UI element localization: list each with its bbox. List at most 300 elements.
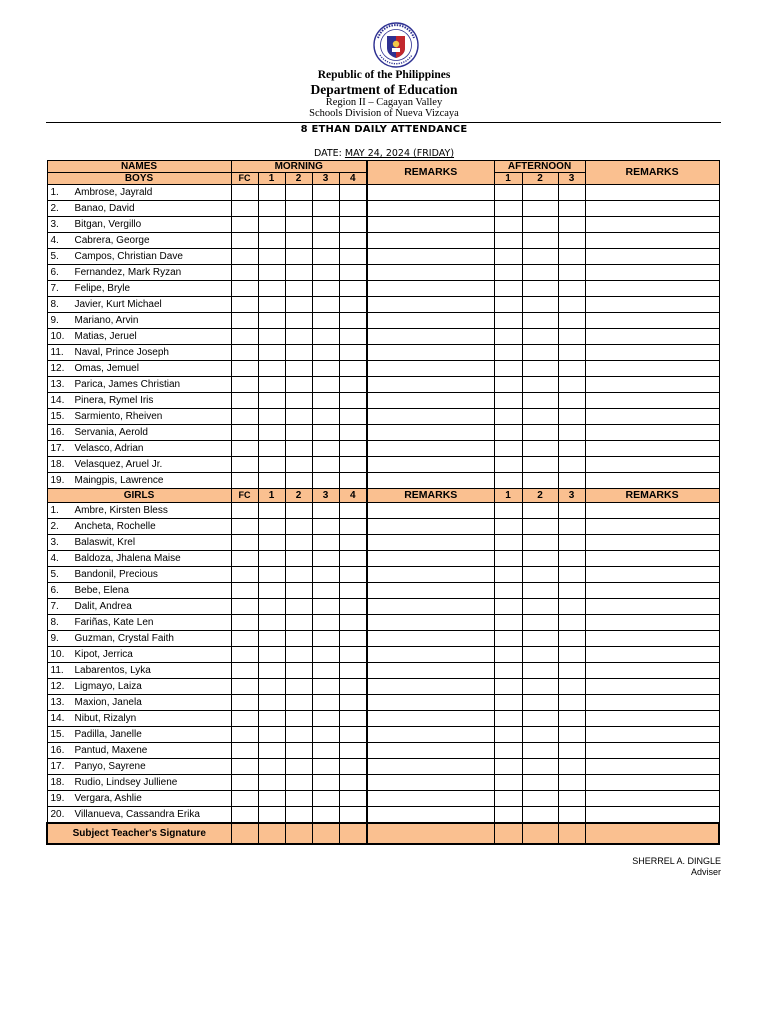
afternoon-remarks-cell[interactable] — [585, 441, 719, 457]
afternoon-remarks-cell[interactable] — [585, 377, 719, 393]
morning-3-cell[interactable] — [312, 711, 339, 727]
afternoon-1-cell[interactable] — [494, 743, 522, 759]
afternoon-1-cell[interactable] — [494, 425, 522, 441]
morning-4-cell[interactable] — [339, 201, 367, 217]
morning-remarks-cell[interactable] — [367, 393, 494, 409]
morning-1-cell[interactable] — [258, 457, 285, 473]
afternoon-2-cell[interactable] — [522, 583, 558, 599]
morning-2-cell[interactable] — [285, 441, 312, 457]
afternoon-2-cell[interactable] — [522, 759, 558, 775]
morning-remarks-cell[interactable] — [367, 759, 494, 775]
fc-cell[interactable] — [231, 663, 258, 679]
afternoon-remarks-cell[interactable] — [585, 217, 719, 233]
signature-cell[interactable] — [585, 823, 719, 844]
morning-3-cell[interactable] — [312, 233, 339, 249]
fc-cell[interactable] — [231, 615, 258, 631]
fc-cell[interactable] — [231, 775, 258, 791]
morning-1-cell[interactable] — [258, 185, 285, 201]
fc-cell[interactable] — [231, 201, 258, 217]
afternoon-1-cell[interactable] — [494, 663, 522, 679]
afternoon-2-cell[interactable] — [522, 249, 558, 265]
morning-4-cell[interactable] — [339, 663, 367, 679]
afternoon-remarks-cell[interactable] — [585, 519, 719, 535]
afternoon-2-cell[interactable] — [522, 265, 558, 281]
morning-2-cell[interactable] — [285, 503, 312, 519]
fc-cell[interactable] — [231, 599, 258, 615]
morning-2-cell[interactable] — [285, 535, 312, 551]
fc-cell[interactable] — [231, 441, 258, 457]
morning-1-cell[interactable] — [258, 409, 285, 425]
morning-3-cell[interactable] — [312, 599, 339, 615]
afternoon-2-cell[interactable] — [522, 361, 558, 377]
afternoon-1-cell[interactable] — [494, 679, 522, 695]
morning-remarks-cell[interactable] — [367, 791, 494, 807]
morning-3-cell[interactable] — [312, 345, 339, 361]
morning-4-cell[interactable] — [339, 217, 367, 233]
morning-3-cell[interactable] — [312, 409, 339, 425]
morning-remarks-cell[interactable] — [367, 567, 494, 583]
afternoon-3-cell[interactable] — [558, 615, 585, 631]
fc-cell[interactable] — [231, 519, 258, 535]
signature-cell[interactable] — [258, 823, 285, 844]
afternoon-remarks-cell[interactable] — [585, 281, 719, 297]
morning-1-cell[interactable] — [258, 473, 285, 489]
afternoon-2-cell[interactable] — [522, 393, 558, 409]
afternoon-remarks-cell[interactable] — [585, 743, 719, 759]
morning-1-cell[interactable] — [258, 615, 285, 631]
afternoon-3-cell[interactable] — [558, 807, 585, 824]
morning-4-cell[interactable] — [339, 759, 367, 775]
afternoon-remarks-cell[interactable] — [585, 599, 719, 615]
morning-remarks-cell[interactable] — [367, 743, 494, 759]
afternoon-2-cell[interactable] — [522, 377, 558, 393]
morning-remarks-cell[interactable] — [367, 457, 494, 473]
afternoon-remarks-cell[interactable] — [585, 249, 719, 265]
morning-3-cell[interactable] — [312, 249, 339, 265]
afternoon-remarks-cell[interactable] — [585, 615, 719, 631]
fc-cell[interactable] — [231, 457, 258, 473]
morning-4-cell[interactable] — [339, 377, 367, 393]
afternoon-1-cell[interactable] — [494, 409, 522, 425]
afternoon-2-cell[interactable] — [522, 711, 558, 727]
afternoon-3-cell[interactable] — [558, 631, 585, 647]
afternoon-remarks-cell[interactable] — [585, 567, 719, 583]
morning-remarks-cell[interactable] — [367, 265, 494, 281]
morning-3-cell[interactable] — [312, 473, 339, 489]
afternoon-1-cell[interactable] — [494, 345, 522, 361]
morning-1-cell[interactable] — [258, 791, 285, 807]
morning-2-cell[interactable] — [285, 185, 312, 201]
fc-cell[interactable] — [231, 711, 258, 727]
morning-3-cell[interactable] — [312, 791, 339, 807]
morning-4-cell[interactable] — [339, 599, 367, 615]
afternoon-1-cell[interactable] — [494, 313, 522, 329]
afternoon-2-cell[interactable] — [522, 281, 558, 297]
afternoon-2-cell[interactable] — [522, 567, 558, 583]
fc-cell[interactable] — [231, 583, 258, 599]
afternoon-2-cell[interactable] — [522, 615, 558, 631]
afternoon-remarks-cell[interactable] — [585, 233, 719, 249]
signature-cell[interactable] — [339, 823, 367, 844]
afternoon-remarks-cell[interactable] — [585, 457, 719, 473]
fc-cell[interactable] — [231, 345, 258, 361]
morning-2-cell[interactable] — [285, 663, 312, 679]
afternoon-3-cell[interactable] — [558, 377, 585, 393]
morning-4-cell[interactable] — [339, 743, 367, 759]
afternoon-3-cell[interactable] — [558, 727, 585, 743]
morning-remarks-cell[interactable] — [367, 503, 494, 519]
afternoon-3-cell[interactable] — [558, 473, 585, 489]
morning-3-cell[interactable] — [312, 535, 339, 551]
morning-2-cell[interactable] — [285, 345, 312, 361]
morning-4-cell[interactable] — [339, 615, 367, 631]
morning-1-cell[interactable] — [258, 535, 285, 551]
morning-1-cell[interactable] — [258, 695, 285, 711]
morning-2-cell[interactable] — [285, 775, 312, 791]
afternoon-2-cell[interactable] — [522, 457, 558, 473]
signature-cell[interactable] — [285, 823, 312, 844]
morning-4-cell[interactable] — [339, 185, 367, 201]
morning-4-cell[interactable] — [339, 583, 367, 599]
afternoon-remarks-cell[interactable] — [585, 791, 719, 807]
morning-2-cell[interactable] — [285, 743, 312, 759]
morning-remarks-cell[interactable] — [367, 615, 494, 631]
afternoon-remarks-cell[interactable] — [585, 473, 719, 489]
morning-1-cell[interactable] — [258, 233, 285, 249]
morning-3-cell[interactable] — [312, 727, 339, 743]
morning-2-cell[interactable] — [285, 583, 312, 599]
afternoon-remarks-cell[interactable] — [585, 711, 719, 727]
morning-2-cell[interactable] — [285, 457, 312, 473]
morning-2-cell[interactable] — [285, 265, 312, 281]
fc-cell[interactable] — [231, 647, 258, 663]
afternoon-2-cell[interactable] — [522, 599, 558, 615]
morning-4-cell[interactable] — [339, 249, 367, 265]
morning-2-cell[interactable] — [285, 473, 312, 489]
morning-2-cell[interactable] — [285, 631, 312, 647]
morning-remarks-cell[interactable] — [367, 727, 494, 743]
afternoon-1-cell[interactable] — [494, 535, 522, 551]
morning-remarks-cell[interactable] — [367, 711, 494, 727]
afternoon-1-cell[interactable] — [494, 519, 522, 535]
afternoon-remarks-cell[interactable] — [585, 361, 719, 377]
morning-remarks-cell[interactable] — [367, 679, 494, 695]
morning-3-cell[interactable] — [312, 265, 339, 281]
afternoon-2-cell[interactable] — [522, 329, 558, 345]
afternoon-3-cell[interactable] — [558, 695, 585, 711]
morning-3-cell[interactable] — [312, 217, 339, 233]
morning-1-cell[interactable] — [258, 743, 285, 759]
morning-remarks-cell[interactable] — [367, 473, 494, 489]
afternoon-1-cell[interactable] — [494, 297, 522, 313]
fc-cell[interactable] — [231, 535, 258, 551]
afternoon-remarks-cell[interactable] — [585, 807, 719, 824]
afternoon-remarks-cell[interactable] — [585, 503, 719, 519]
afternoon-1-cell[interactable] — [494, 361, 522, 377]
morning-2-cell[interactable] — [285, 791, 312, 807]
afternoon-1-cell[interactable] — [494, 329, 522, 345]
fc-cell[interactable] — [231, 807, 258, 824]
fc-cell[interactable] — [231, 743, 258, 759]
signature-cell[interactable] — [494, 823, 522, 844]
morning-4-cell[interactable] — [339, 361, 367, 377]
morning-1-cell[interactable] — [258, 425, 285, 441]
morning-4-cell[interactable] — [339, 345, 367, 361]
afternoon-3-cell[interactable] — [558, 647, 585, 663]
morning-3-cell[interactable] — [312, 425, 339, 441]
afternoon-remarks-cell[interactable] — [585, 631, 719, 647]
morning-remarks-cell[interactable] — [367, 281, 494, 297]
morning-2-cell[interactable] — [285, 599, 312, 615]
afternoon-2-cell[interactable] — [522, 473, 558, 489]
morning-4-cell[interactable] — [339, 297, 367, 313]
afternoon-remarks-cell[interactable] — [585, 393, 719, 409]
afternoon-1-cell[interactable] — [494, 393, 522, 409]
morning-3-cell[interactable] — [312, 185, 339, 201]
afternoon-remarks-cell[interactable] — [585, 551, 719, 567]
afternoon-2-cell[interactable] — [522, 807, 558, 824]
afternoon-1-cell[interactable] — [494, 265, 522, 281]
morning-4-cell[interactable] — [339, 631, 367, 647]
morning-2-cell[interactable] — [285, 759, 312, 775]
morning-3-cell[interactable] — [312, 807, 339, 824]
morning-3-cell[interactable] — [312, 201, 339, 217]
afternoon-2-cell[interactable] — [522, 297, 558, 313]
afternoon-remarks-cell[interactable] — [585, 425, 719, 441]
signature-cell[interactable] — [312, 823, 339, 844]
morning-4-cell[interactable] — [339, 473, 367, 489]
afternoon-remarks-cell[interactable] — [585, 663, 719, 679]
morning-1-cell[interactable] — [258, 201, 285, 217]
fc-cell[interactable] — [231, 281, 258, 297]
afternoon-3-cell[interactable] — [558, 249, 585, 265]
morning-3-cell[interactable] — [312, 519, 339, 535]
afternoon-3-cell[interactable] — [558, 345, 585, 361]
morning-remarks-cell[interactable] — [367, 519, 494, 535]
morning-2-cell[interactable] — [285, 233, 312, 249]
morning-4-cell[interactable] — [339, 425, 367, 441]
morning-remarks-cell[interactable] — [367, 361, 494, 377]
morning-3-cell[interactable] — [312, 679, 339, 695]
afternoon-1-cell[interactable] — [494, 377, 522, 393]
afternoon-2-cell[interactable] — [522, 679, 558, 695]
morning-2-cell[interactable] — [285, 329, 312, 345]
morning-4-cell[interactable] — [339, 535, 367, 551]
morning-1-cell[interactable] — [258, 759, 285, 775]
morning-1-cell[interactable] — [258, 281, 285, 297]
afternoon-3-cell[interactable] — [558, 393, 585, 409]
morning-2-cell[interactable] — [285, 695, 312, 711]
morning-1-cell[interactable] — [258, 567, 285, 583]
morning-4-cell[interactable] — [339, 409, 367, 425]
morning-3-cell[interactable] — [312, 361, 339, 377]
morning-1-cell[interactable] — [258, 313, 285, 329]
afternoon-3-cell[interactable] — [558, 409, 585, 425]
morning-1-cell[interactable] — [258, 775, 285, 791]
afternoon-remarks-cell[interactable] — [585, 583, 719, 599]
morning-3-cell[interactable] — [312, 647, 339, 663]
afternoon-1-cell[interactable] — [494, 599, 522, 615]
afternoon-3-cell[interactable] — [558, 185, 585, 201]
morning-4-cell[interactable] — [339, 711, 367, 727]
afternoon-1-cell[interactable] — [494, 727, 522, 743]
afternoon-2-cell[interactable] — [522, 233, 558, 249]
morning-remarks-cell[interactable] — [367, 329, 494, 345]
afternoon-2-cell[interactable] — [522, 663, 558, 679]
afternoon-3-cell[interactable] — [558, 759, 585, 775]
fc-cell[interactable] — [231, 679, 258, 695]
afternoon-3-cell[interactable] — [558, 503, 585, 519]
morning-remarks-cell[interactable] — [367, 535, 494, 551]
morning-2-cell[interactable] — [285, 297, 312, 313]
morning-2-cell[interactable] — [285, 519, 312, 535]
morning-1-cell[interactable] — [258, 249, 285, 265]
afternoon-remarks-cell[interactable] — [585, 313, 719, 329]
morning-2-cell[interactable] — [285, 217, 312, 233]
afternoon-1-cell[interactable] — [494, 791, 522, 807]
signature-cell[interactable] — [231, 823, 258, 844]
morning-4-cell[interactable] — [339, 791, 367, 807]
morning-2-cell[interactable] — [285, 711, 312, 727]
afternoon-1-cell[interactable] — [494, 441, 522, 457]
afternoon-1-cell[interactable] — [494, 185, 522, 201]
morning-1-cell[interactable] — [258, 679, 285, 695]
morning-1-cell[interactable] — [258, 503, 285, 519]
morning-remarks-cell[interactable] — [367, 583, 494, 599]
morning-1-cell[interactable] — [258, 807, 285, 824]
morning-2-cell[interactable] — [285, 647, 312, 663]
morning-3-cell[interactable] — [312, 615, 339, 631]
morning-1-cell[interactable] — [258, 345, 285, 361]
afternoon-3-cell[interactable] — [558, 361, 585, 377]
afternoon-3-cell[interactable] — [558, 743, 585, 759]
afternoon-remarks-cell[interactable] — [585, 535, 719, 551]
morning-remarks-cell[interactable] — [367, 185, 494, 201]
fc-cell[interactable] — [231, 631, 258, 647]
afternoon-2-cell[interactable] — [522, 551, 558, 567]
morning-1-cell[interactable] — [258, 711, 285, 727]
morning-remarks-cell[interactable] — [367, 695, 494, 711]
afternoon-remarks-cell[interactable] — [585, 775, 719, 791]
morning-1-cell[interactable] — [258, 583, 285, 599]
afternoon-2-cell[interactable] — [522, 535, 558, 551]
morning-1-cell[interactable] — [258, 727, 285, 743]
morning-remarks-cell[interactable] — [367, 631, 494, 647]
afternoon-2-cell[interactable] — [522, 345, 558, 361]
morning-remarks-cell[interactable] — [367, 441, 494, 457]
morning-3-cell[interactable] — [312, 377, 339, 393]
afternoon-3-cell[interactable] — [558, 441, 585, 457]
afternoon-2-cell[interactable] — [522, 201, 558, 217]
fc-cell[interactable] — [231, 233, 258, 249]
morning-1-cell[interactable] — [258, 217, 285, 233]
afternoon-remarks-cell[interactable] — [585, 759, 719, 775]
afternoon-3-cell[interactable] — [558, 313, 585, 329]
afternoon-remarks-cell[interactable] — [585, 345, 719, 361]
morning-1-cell[interactable] — [258, 361, 285, 377]
fc-cell[interactable] — [231, 759, 258, 775]
morning-remarks-cell[interactable] — [367, 297, 494, 313]
fc-cell[interactable] — [231, 727, 258, 743]
afternoon-1-cell[interactable] — [494, 281, 522, 297]
fc-cell[interactable] — [231, 551, 258, 567]
morning-4-cell[interactable] — [339, 313, 367, 329]
signature-cell[interactable] — [367, 823, 494, 844]
afternoon-2-cell[interactable] — [522, 425, 558, 441]
afternoon-remarks-cell[interactable] — [585, 329, 719, 345]
afternoon-2-cell[interactable] — [522, 185, 558, 201]
afternoon-3-cell[interactable] — [558, 297, 585, 313]
morning-2-cell[interactable] — [285, 615, 312, 631]
morning-3-cell[interactable] — [312, 663, 339, 679]
morning-1-cell[interactable] — [258, 329, 285, 345]
fc-cell[interactable] — [231, 425, 258, 441]
afternoon-remarks-cell[interactable] — [585, 185, 719, 201]
afternoon-3-cell[interactable] — [558, 551, 585, 567]
morning-2-cell[interactable] — [285, 377, 312, 393]
morning-1-cell[interactable] — [258, 297, 285, 313]
afternoon-3-cell[interactable] — [558, 519, 585, 535]
afternoon-3-cell[interactable] — [558, 567, 585, 583]
morning-remarks-cell[interactable] — [367, 409, 494, 425]
afternoon-3-cell[interactable] — [558, 425, 585, 441]
fc-cell[interactable] — [231, 249, 258, 265]
afternoon-remarks-cell[interactable] — [585, 409, 719, 425]
morning-4-cell[interactable] — [339, 807, 367, 824]
morning-3-cell[interactable] — [312, 329, 339, 345]
afternoon-1-cell[interactable] — [494, 551, 522, 567]
morning-1-cell[interactable] — [258, 265, 285, 281]
afternoon-1-cell[interactable] — [494, 457, 522, 473]
morning-1-cell[interactable] — [258, 647, 285, 663]
fc-cell[interactable] — [231, 567, 258, 583]
afternoon-3-cell[interactable] — [558, 535, 585, 551]
afternoon-2-cell[interactable] — [522, 791, 558, 807]
morning-3-cell[interactable] — [312, 297, 339, 313]
morning-3-cell[interactable] — [312, 441, 339, 457]
fc-cell[interactable] — [231, 297, 258, 313]
afternoon-1-cell[interactable] — [494, 503, 522, 519]
morning-4-cell[interactable] — [339, 393, 367, 409]
afternoon-3-cell[interactable] — [558, 711, 585, 727]
morning-remarks-cell[interactable] — [367, 201, 494, 217]
morning-4-cell[interactable] — [339, 727, 367, 743]
morning-2-cell[interactable] — [285, 807, 312, 824]
fc-cell[interactable] — [231, 265, 258, 281]
morning-2-cell[interactable] — [285, 679, 312, 695]
fc-cell[interactable] — [231, 695, 258, 711]
morning-remarks-cell[interactable] — [367, 233, 494, 249]
afternoon-3-cell[interactable] — [558, 281, 585, 297]
afternoon-3-cell[interactable] — [558, 233, 585, 249]
afternoon-1-cell[interactable] — [494, 217, 522, 233]
morning-remarks-cell[interactable] — [367, 807, 494, 824]
morning-remarks-cell[interactable] — [367, 647, 494, 663]
fc-cell[interactable] — [231, 409, 258, 425]
morning-remarks-cell[interactable] — [367, 217, 494, 233]
morning-3-cell[interactable] — [312, 695, 339, 711]
afternoon-2-cell[interactable] — [522, 695, 558, 711]
afternoon-1-cell[interactable] — [494, 473, 522, 489]
afternoon-remarks-cell[interactable] — [585, 201, 719, 217]
morning-3-cell[interactable] — [312, 567, 339, 583]
afternoon-2-cell[interactable] — [522, 631, 558, 647]
morning-4-cell[interactable] — [339, 329, 367, 345]
afternoon-2-cell[interactable] — [522, 409, 558, 425]
morning-3-cell[interactable] — [312, 775, 339, 791]
afternoon-1-cell[interactable] — [494, 695, 522, 711]
morning-3-cell[interactable] — [312, 759, 339, 775]
